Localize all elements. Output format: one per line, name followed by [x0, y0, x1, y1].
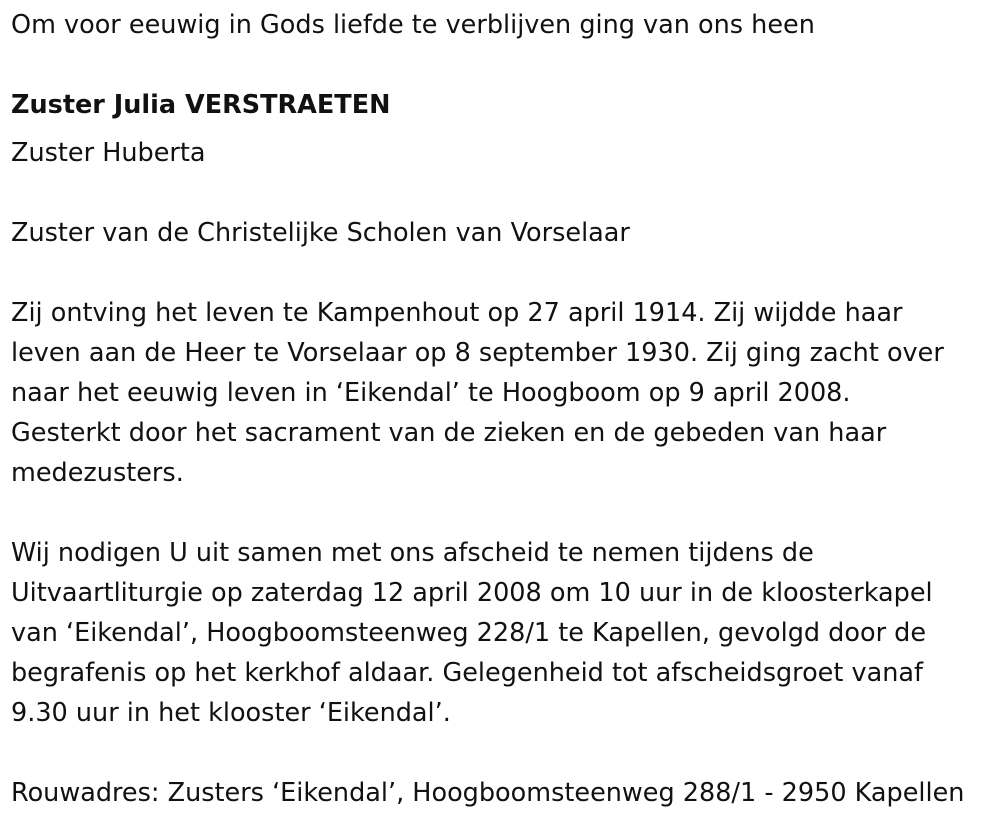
religious-name: Zuster Huberta: [11, 138, 206, 168]
paragraph-line: begrafenis op het kerkhof aldaar. Gelegenheid tot afscheidsgroet vanaf: [11, 658, 923, 688]
paragraph-line: Uitvaartliturgie op zaterdag 12 april 2008 om 10 uur in de kloosterkapel: [11, 578, 933, 608]
deceased-name: Zuster Julia VERSTRAETEN: [11, 90, 391, 120]
paragraph-line: van ‘Eikendal’, Hoogboomsteenweg 228/1 te Kapellen, gevolgd door de: [11, 618, 927, 648]
paragraph-line: medezusters.: [11, 458, 184, 488]
paragraph-line: 9.30 uur in het klooster ‘Eikendal’.: [11, 698, 451, 728]
paragraph-line: naar het eeuwig leven in ‘Eikendal’ te Hoogboom op 9 april 2008.: [11, 378, 851, 408]
intro-text: Om voor eeuwig in Gods liefde te verblijven ging van ons heen: [11, 10, 815, 40]
life-paragraph: [11, 293, 944, 493]
paragraph-line: Zij ontving het leven te Kampenhout op 27 april 1914. Zij wijdde haar: [11, 298, 903, 328]
paragraph-line: Gesterkt door het sacrament van de zieken en de gebeden van haar: [11, 418, 887, 448]
congregation: Zuster van de Christelijke Scholen van Vorselaar: [11, 218, 630, 248]
mourning-address: Rouwadres: Zusters ‘Eikendal’, Hoogboomsteenweg 288/1 - 2950 Kapellen: [11, 778, 965, 808]
paragraph-line: Wij nodigen U uit samen met ons afscheid te nemen tijdens de: [11, 538, 814, 568]
paragraph-line: leven aan de Heer te Vorselaar op 8 september 1930. Zij ging zacht over: [11, 338, 944, 368]
funeral-paragraph: [11, 533, 933, 733]
